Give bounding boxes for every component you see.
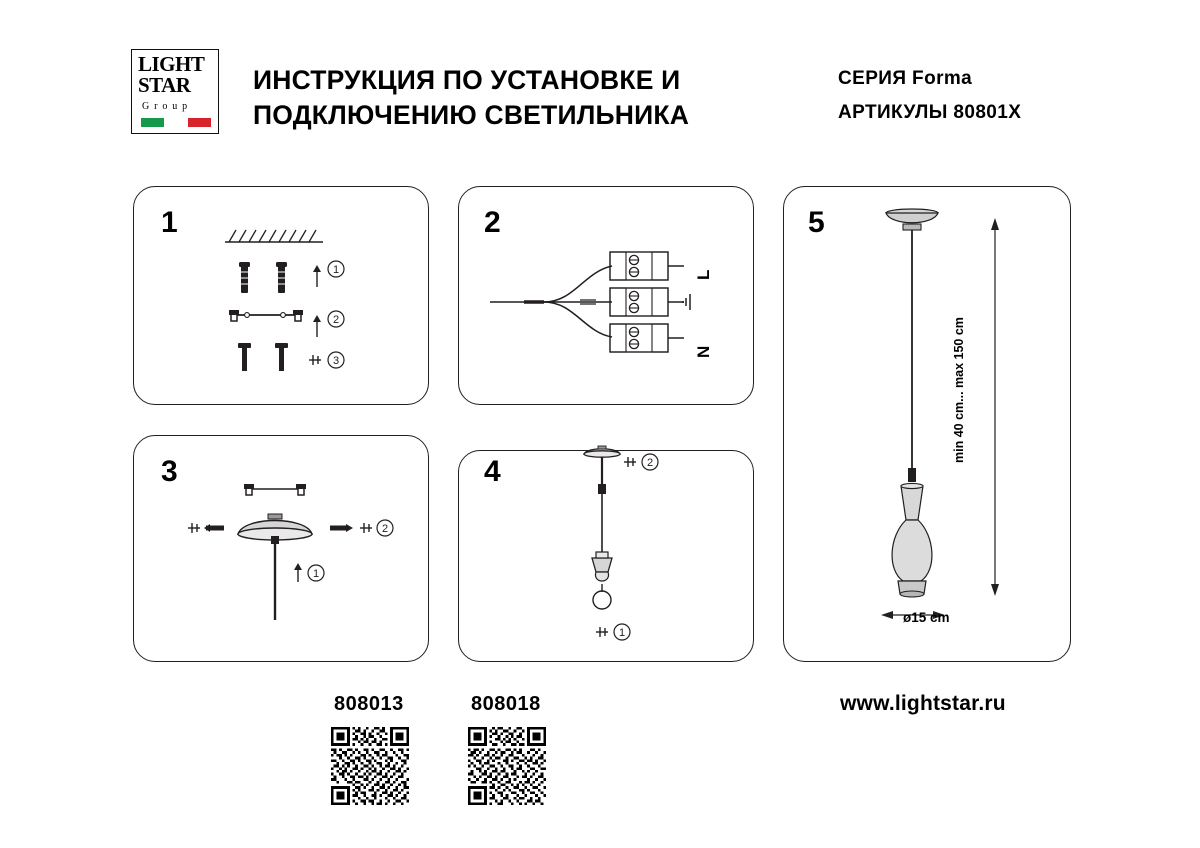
- svg-text:2: 2: [381, 523, 389, 535]
- step-3-diagram: [170, 470, 415, 645]
- terminal-label-N: N: [694, 345, 713, 358]
- qr-code-808018: [468, 727, 546, 805]
- page-title: [253, 63, 733, 133]
- step-number-1: 1: [161, 206, 178, 239]
- qr-code-808013: [331, 727, 409, 805]
- logo-group-text: G r o u p: [142, 101, 189, 112]
- svg-text:1: 1: [312, 568, 320, 580]
- svg-text:3: 3: [332, 355, 340, 367]
- svg-text:2: 2: [332, 314, 340, 326]
- logo-wordmark: [138, 54, 204, 96]
- step-4-diagram: [562, 440, 692, 655]
- page-title-line-2: ПОДКЛЮЧЕНИЮ СВЕТИЛЬНИКА: [253, 100, 690, 130]
- product-code-2: 808018: [471, 693, 541, 715]
- articul-label: АРТИКУЛЫ 80801X: [838, 102, 1022, 123]
- terminal-label-L: L: [694, 269, 713, 280]
- brand-logo: [131, 49, 219, 134]
- logo-line-2: STAR: [138, 73, 191, 97]
- italy-flag-icon: [141, 118, 211, 127]
- series-label: СЕРИЯ Forma: [838, 68, 973, 89]
- svg-text:1: 1: [618, 627, 626, 639]
- logo-line-1: LIGHT: [138, 52, 205, 76]
- height-dimension-label: min 40 cm... max 150 cm: [952, 317, 966, 463]
- website-url: www.lightstar.ru: [840, 692, 1006, 715]
- step-number-2: 2: [484, 206, 501, 239]
- step-1-diagram: [213, 215, 373, 390]
- product-code-1: 808013: [334, 693, 404, 715]
- step-5-diagram: [855, 200, 1035, 640]
- svg-text:2: 2: [646, 457, 654, 469]
- step-number-3: 3: [161, 455, 178, 488]
- step-number-4: 4: [484, 455, 501, 488]
- page-title-line-1: ИНСТРУКЦИЯ ПО УСТАНОВКЕ И: [253, 65, 681, 95]
- step-number-5: 5: [808, 206, 825, 239]
- svg-text:1: 1: [332, 264, 340, 276]
- diameter-dimension-label: ø15 cm: [903, 610, 950, 625]
- step-2-diagram: [484, 236, 724, 366]
